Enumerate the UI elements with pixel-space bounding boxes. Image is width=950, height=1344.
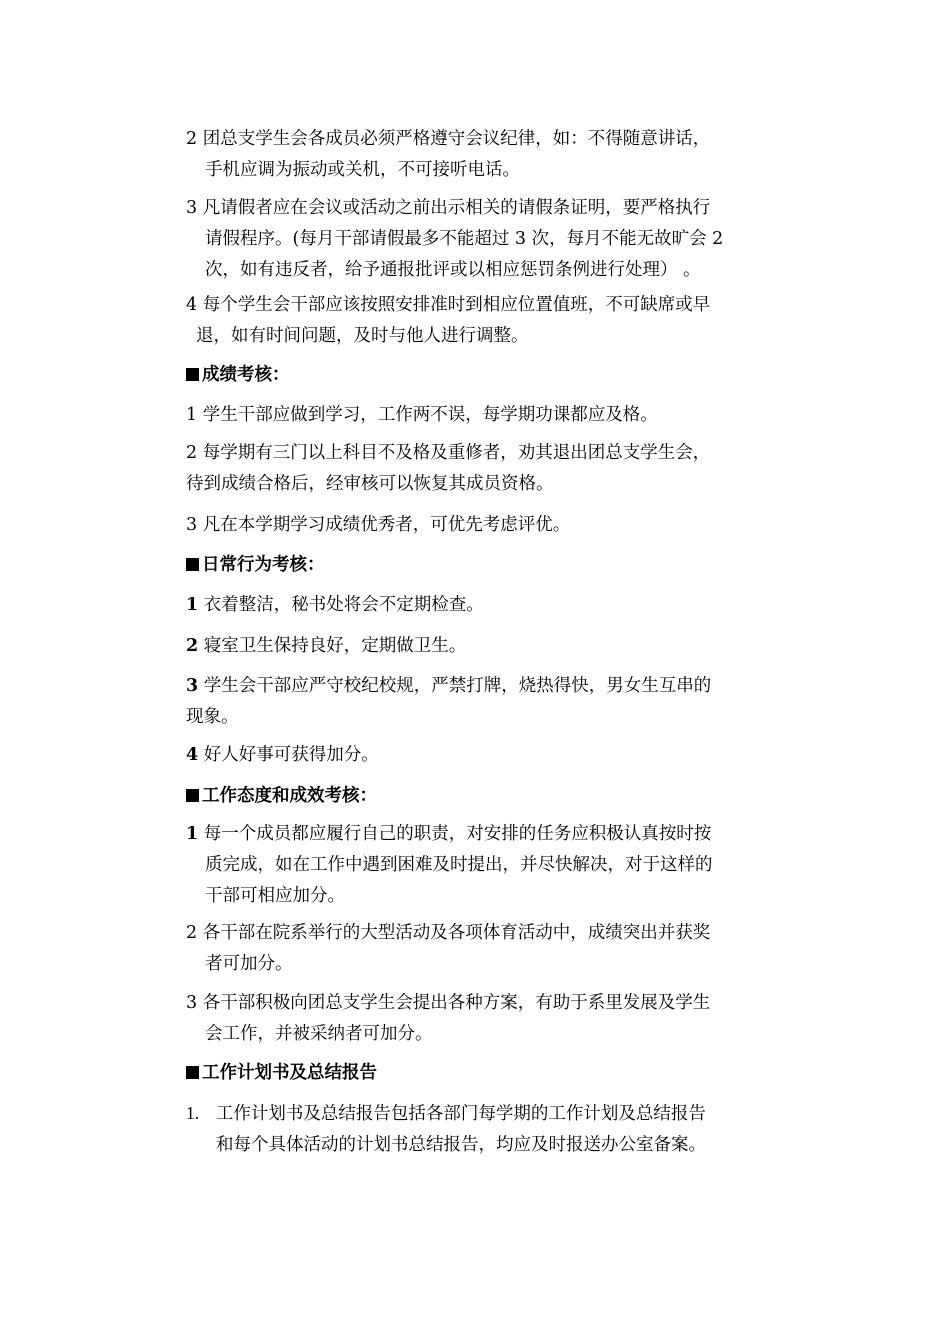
behavior-item-4 [186,740,776,771]
text-line: 每一个成员都应履行自己的职责，对安排的任务应积极认真按时按 [203,824,712,844]
grades-item-3 [186,510,776,541]
item-number: 1 [186,824,199,844]
square-bullet-icon [186,558,199,571]
item-number: 4 [186,745,199,765]
section-heading-grades [186,360,290,391]
text-line: 2 每学期有三门以上科目不及格及重修者，劝其退出团总支学生会， [186,443,711,463]
text-line: 会工作，并被采纳者可加分。 [205,1024,433,1044]
text-line: 手机应调为振动或关机，不可接听电话。 [205,160,520,180]
section-heading-plan [186,1058,377,1089]
item-number: 2 [186,636,199,656]
text-line: 待到成绩合格后，经审核可以恢复其成员资格。 [186,474,554,494]
square-bullet-icon [186,1066,199,1079]
text-line: 现象。 [186,707,239,727]
item-number: 1. [186,1103,200,1123]
square-bullet-icon [186,368,199,381]
grades-item-1 [186,400,776,431]
item-number: 3 [186,676,199,696]
meeting-item-2 [186,124,776,186]
meeting-item-4 [186,290,776,352]
text-line: 干部可相应加分。 [205,886,345,906]
text-line: 工作计划书及总结报告包括各部门每学期的工作计划及总结报告 [215,1104,706,1124]
text-line: 3 各干部积极向团总支学生会提出各种方案，有助于系里发展及学生 [186,993,711,1013]
text-line: 1 学生干部应做到学习，工作两不误，每学期功课都应及格。 [186,405,658,425]
text-line: 好人好事可获得加分。 [203,745,379,765]
text-line: 衣着整洁，秘书处将会不定期检查。 [203,595,484,615]
text-line: 寝室卫生保持良好，定期做卫生。 [203,636,467,656]
text-line: 2 团总支学生会各成员必须严格遵守会议纪律，如：不得随意讲话， [186,129,711,149]
heading-text: 工作计划书及总结报告 [202,1063,377,1083]
text-line: 和每个具体活动的计划书总结报告，均应及时报送办公室备案。 [216,1135,706,1155]
behavior-item-2 [186,631,776,662]
text-line: 2 各干部在院系举行的大型活动及各项体育活动中，成绩突出并获奖 [186,923,711,943]
text-line: 请假程序。(每月干部请假最多不能超过 3 次，每月不能无故旷会 2 [205,229,724,249]
text-line: 4 每个学生会干部应该按照安排准时到相应位置值班，不可缺席或早 [186,295,711,315]
text-line: 3 凡请假者应在会议或活动之前出示相关的请假条证明，要严格执行 [186,198,711,218]
text-line: 次，如有违反者，给予通报批评或以相应惩罚条例进行处理） 。 [205,260,701,280]
text-line: 3 凡在本学期学习成绩优秀者，可优先考虑评优。 [186,515,571,535]
heading-text: 日常行为考核： [202,555,325,575]
attitude-item-2 [186,918,776,980]
attitude-item-3 [186,988,776,1050]
grades-item-2 [186,438,776,500]
text-line: 者可加分。 [205,954,293,974]
heading-text: 工作态度和成效考核： [202,786,377,806]
text-line: 学生会干部应严守校纪校规，严禁打牌，烧热得快，男女生互串的 [203,676,712,696]
item-number: 1 [186,595,199,615]
behavior-item-3 [186,671,776,733]
plan-item-1 [186,1098,776,1161]
meeting-item-3 [186,193,776,286]
square-bullet-icon [186,789,199,802]
attitude-item-1 [186,819,776,912]
heading-text: 成绩考核： [202,365,290,385]
behavior-item-1 [186,590,776,621]
text-line: 退，如有时间问题，及时与他人进行调整。 [196,326,529,346]
text-line: 质完成，如在工作中遇到困难及时提出，并尽快解决，对于这样的 [205,855,713,875]
section-heading-behavior [186,550,325,581]
section-heading-attitude [186,781,377,812]
